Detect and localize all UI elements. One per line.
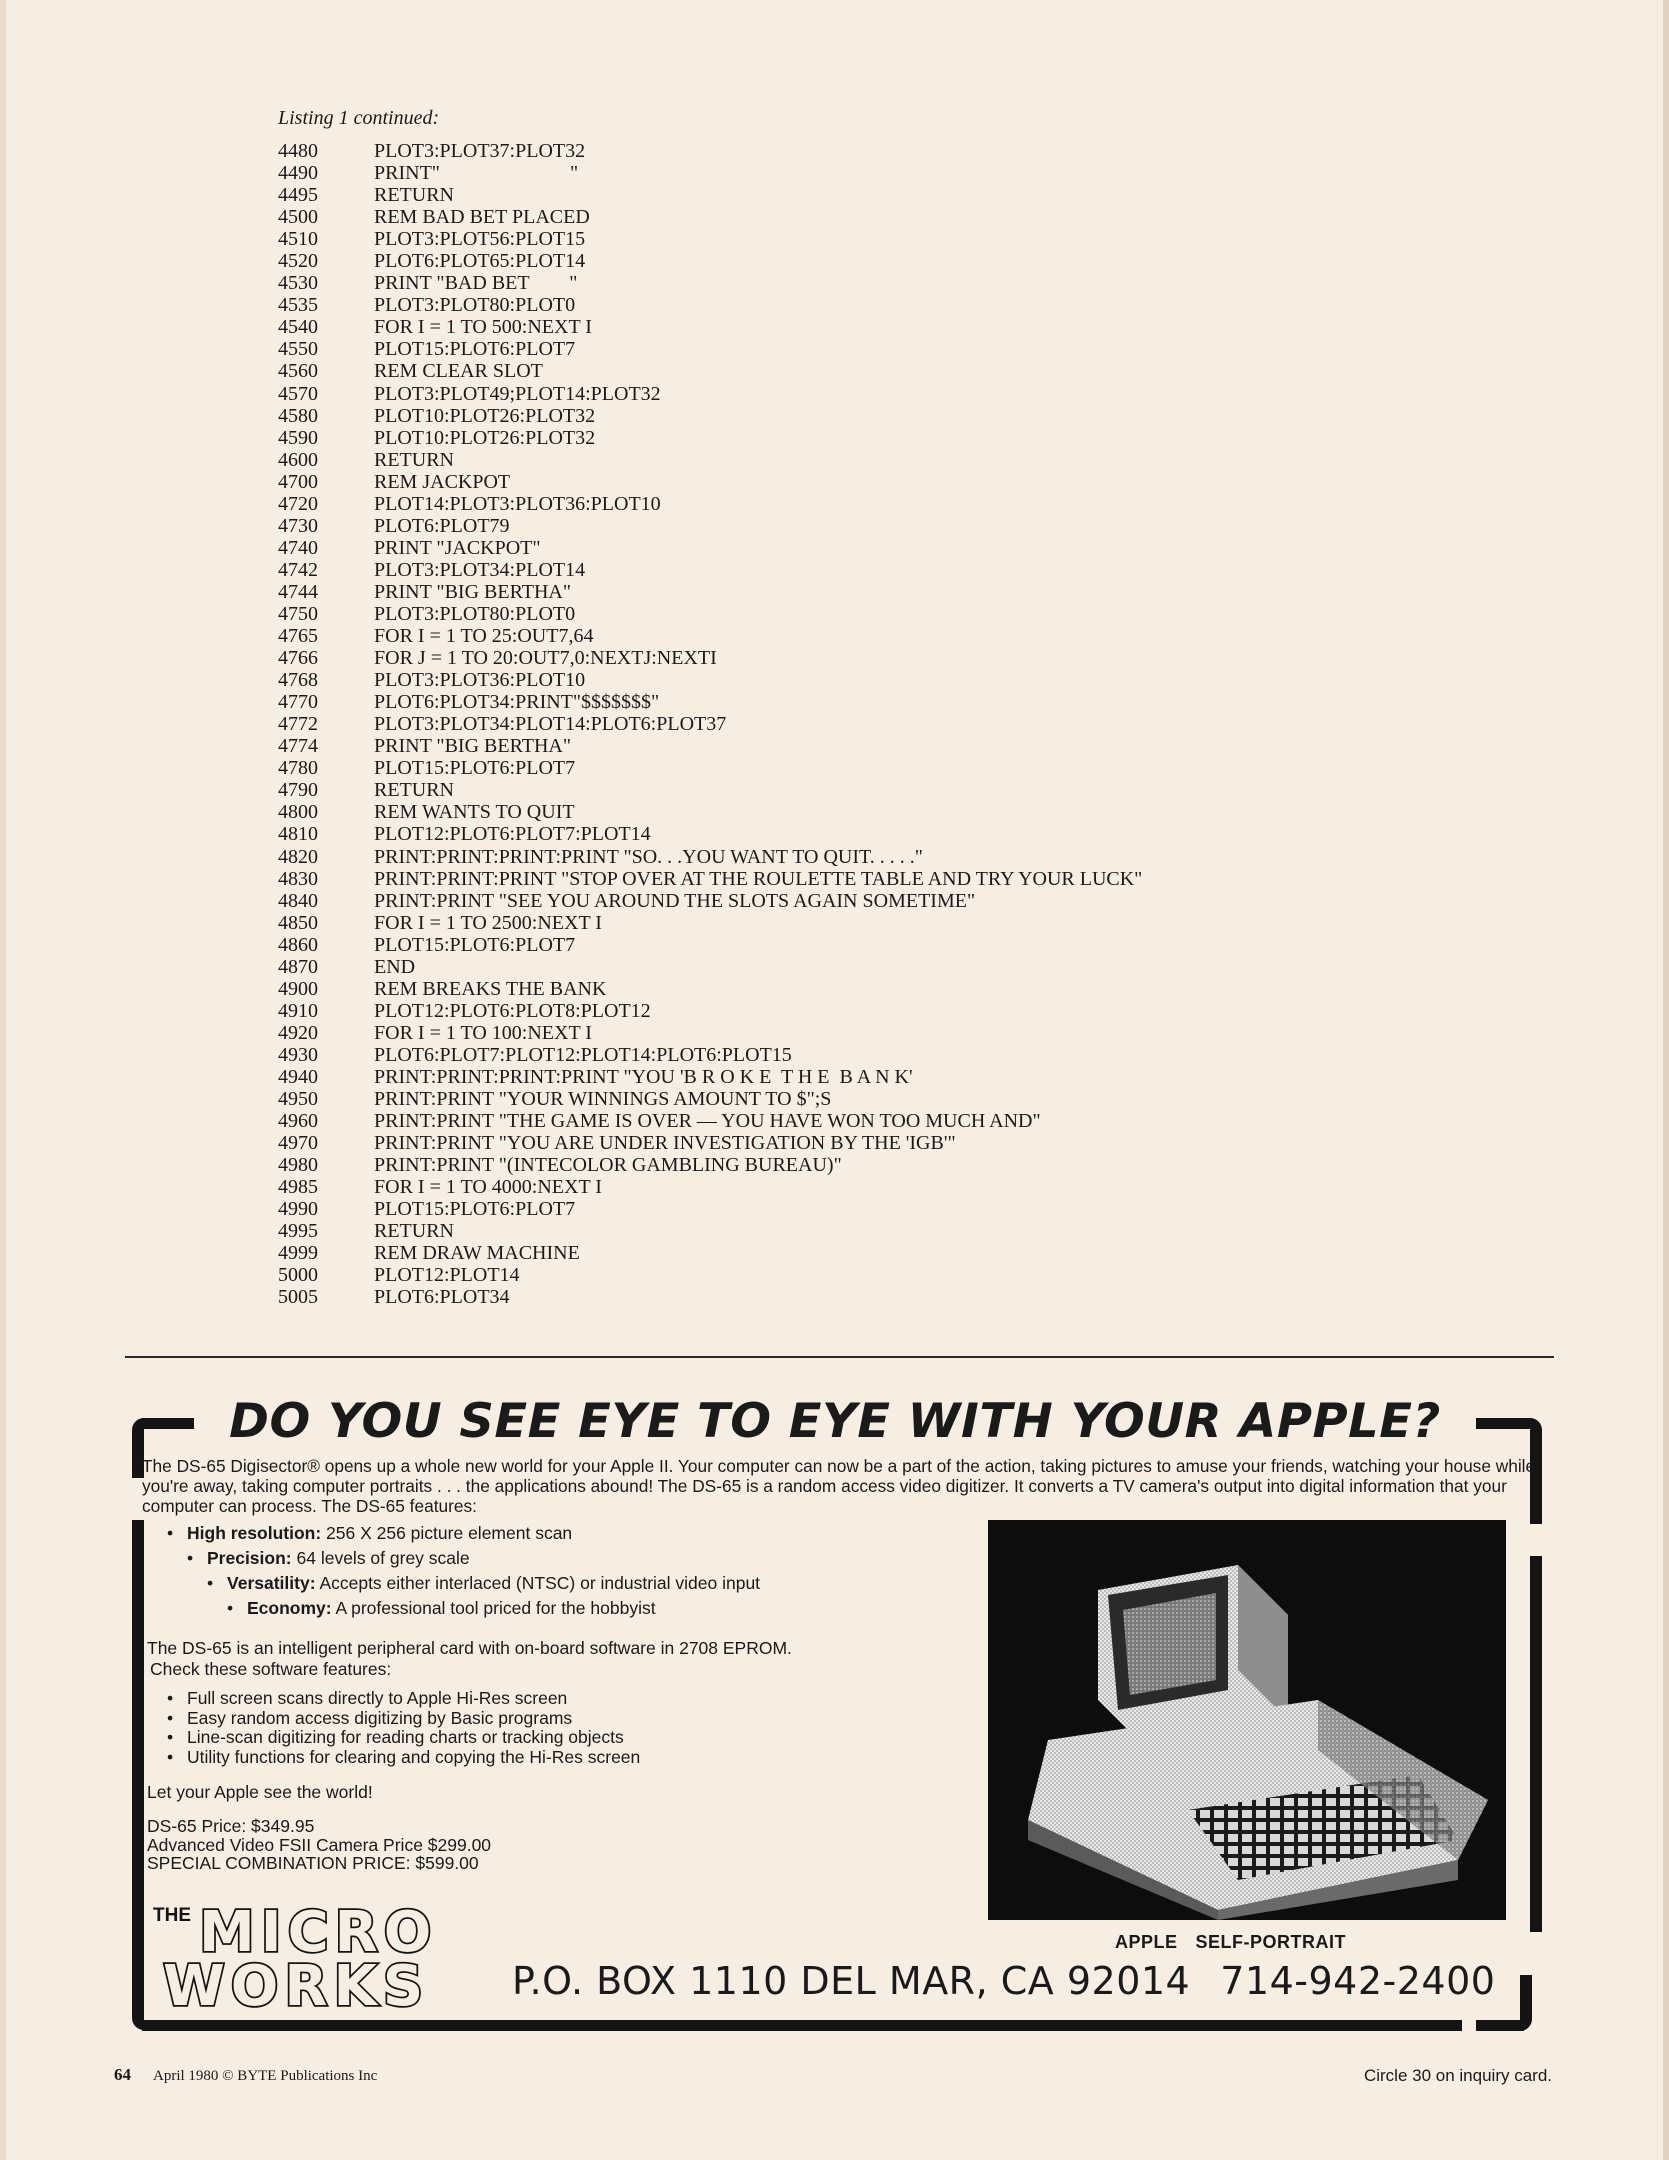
listing-line <box>278 1198 1142 1220</box>
software-feature-text: Line-scan digitizing for reading charts or tracking objects <box>187 1727 624 1747</box>
software-feature-item <box>167 1728 640 1748</box>
line-code: PLOT6:PLOT7:PLOT12:PLOT14:PLOT6:PLOT15 <box>374 1043 792 1066</box>
software-feature-item <box>167 1748 640 1768</box>
line-code: PLOT6:PLOT34:PRINT"$$$$$$$" <box>374 691 660 714</box>
software-feature-text: Easy random access digitizing by Basic programs <box>187 1707 573 1728</box>
bullet: • <box>167 1523 174 1543</box>
listing-line <box>278 537 1142 559</box>
line-number: 4820 <box>278 845 318 868</box>
line-code: PRINT:PRINT "YOU ARE UNDER INVESTIGATION BY THE 'IGB'" <box>374 1132 956 1155</box>
feature-item <box>227 1598 656 1619</box>
bracket-bottom-right-horizontal <box>1476 2020 1524 2031</box>
line-number: 4772 <box>278 713 318 736</box>
logo-line2: WORKS <box>163 1954 430 2011</box>
bullet: • <box>167 1727 174 1747</box>
line-number: 4970 <box>278 1132 318 1155</box>
line-code: REM BAD BET PLACED <box>374 206 590 229</box>
bullet: • <box>187 1548 194 1568</box>
line-code: REM CLEAR SLOT <box>374 360 543 383</box>
listing-line <box>278 1022 1142 1044</box>
line-number: 4540 <box>278 316 318 339</box>
line-number: 4490 <box>278 162 318 185</box>
line-number: 4744 <box>278 580 318 603</box>
line-number: 4920 <box>278 1021 318 1044</box>
line-number: 4800 <box>278 801 318 824</box>
apple-self-portrait-image <box>988 1520 1506 1920</box>
listing-line <box>278 956 1142 978</box>
line-number: 4910 <box>278 999 318 1022</box>
logo-line1: MICRO <box>199 1900 438 1965</box>
bullet: • <box>167 1746 174 1767</box>
line-code: FOR I = 1 TO 25:OUT7,64 <box>374 625 594 648</box>
bottom-rule <box>142 2020 1462 2031</box>
listing-line <box>278 823 1142 845</box>
line-number: 4500 <box>278 206 318 229</box>
feature-term: Precision: <box>207 1548 292 1568</box>
line-code: PLOT12:PLOT6:PLOT7:PLOT14 <box>374 823 651 846</box>
price-line: DS-65 Price: $349.95 <box>147 1816 315 1836</box>
listing-line <box>278 1176 1142 1198</box>
listing-line <box>278 647 1142 669</box>
feature-desc: A professional tool priced for the hobbyist <box>335 1598 656 1618</box>
software-feature-list <box>167 1689 640 1767</box>
feature-desc: Accepts either interlaced (NTSC) or industrial video input <box>319 1573 761 1593</box>
line-code: PLOT3:PLOT49;PLOT14:PLOT32 <box>374 382 661 405</box>
line-code: PLOT15:PLOT6:PLOT7 <box>374 1198 576 1221</box>
bracket-top-left-horizontal <box>142 1418 194 1429</box>
listing-line <box>278 890 1142 912</box>
listing-line <box>278 801 1142 823</box>
feature-item <box>167 1523 572 1544</box>
listing-line <box>278 934 1142 956</box>
feature-desc: 256 X 256 picture element scan <box>326 1523 573 1543</box>
line-number: 4560 <box>278 360 318 383</box>
line-number: 4535 <box>278 294 318 317</box>
listing-line <box>278 581 1142 603</box>
bullet: • <box>167 1707 174 1728</box>
listing-lines <box>278 140 1142 1308</box>
listing-line <box>278 383 1142 405</box>
line-number: 4995 <box>278 1220 318 1243</box>
line-number: 4850 <box>278 911 318 934</box>
issue-credit: April 1980 © BYTE Publications Inc <box>153 2068 378 2084</box>
line-code: PLOT10:PLOT26:PLOT32 <box>374 404 596 427</box>
price-line: SPECIAL COMBINATION PRICE: $599.00 <box>147 1853 479 1873</box>
line-number: 4600 <box>278 448 318 471</box>
line-number: 4860 <box>278 933 318 956</box>
line-code: PLOT3:PLOT80:PLOT0 <box>374 602 576 625</box>
feature-term: High resolution: <box>187 1523 322 1543</box>
line-number: 4950 <box>278 1088 318 1111</box>
line-number: 4999 <box>278 1242 318 1265</box>
line-code: PRINT:PRINT "(INTECOLOR GAMBLING BUREAU)" <box>374 1154 842 1177</box>
line-number: 4510 <box>278 228 318 251</box>
line-code: PLOT6:PLOT79 <box>374 514 510 537</box>
address-line <box>512 1956 1512 2006</box>
listing-line <box>278 1286 1142 1308</box>
listing-line <box>278 735 1142 757</box>
line-code: PLOT10:PLOT26:PLOT32 <box>374 426 596 449</box>
listing-line <box>278 1220 1142 1242</box>
line-number: 4730 <box>278 514 318 537</box>
line-code: RETURN <box>374 448 454 471</box>
line-code: PLOT3:PLOT56:PLOT15 <box>374 228 586 251</box>
line-number: 4480 <box>278 140 318 162</box>
line-number: 4580 <box>278 404 318 427</box>
line-number: 4765 <box>278 625 318 648</box>
listing-line <box>278 1132 1142 1154</box>
listing-line <box>278 405 1142 427</box>
line-number: 4770 <box>278 691 318 714</box>
line-number: 4520 <box>278 250 318 273</box>
listing-line <box>278 1264 1142 1286</box>
listing-line <box>278 471 1142 493</box>
phone-number: 714-942-2400 <box>1220 1959 1496 2003</box>
line-code: PRINT "BAD BET " <box>374 272 578 295</box>
line-number: 4870 <box>278 955 318 978</box>
line-number: 4720 <box>278 492 318 515</box>
listing-line <box>278 846 1142 868</box>
line-number: 4768 <box>278 669 318 692</box>
line-code: END <box>374 955 416 978</box>
photo-caption-word: APPLE <box>1115 1932 1178 1952</box>
listing-line <box>278 162 1142 184</box>
software-intro <box>147 1638 967 1680</box>
line-code: REM JACKPOT <box>374 470 511 493</box>
line-number: 4742 <box>278 558 318 581</box>
line-code: PRINT" " <box>374 162 579 185</box>
listing-line <box>278 493 1142 515</box>
line-code: PLOT3:PLOT34:PLOT14 <box>374 558 586 581</box>
line-number: 4740 <box>278 536 318 559</box>
line-number: 4810 <box>278 823 318 846</box>
feature-item <box>187 1548 470 1569</box>
listing-line <box>278 1154 1142 1176</box>
bracket-top-right-horizontal <box>1476 1418 1532 1429</box>
postal-address: P.O. BOX 1110 DEL MAR, CA 92014 <box>512 1959 1191 2003</box>
line-number: 4700 <box>278 470 318 493</box>
listing-line <box>278 228 1142 250</box>
listing-line <box>278 427 1142 449</box>
line-number: 4766 <box>278 647 318 670</box>
software-feature-item <box>167 1689 640 1709</box>
bullet: • <box>167 1688 174 1708</box>
listing-line <box>278 1044 1142 1066</box>
line-code: PLOT3:PLOT37:PLOT32 <box>374 140 586 162</box>
listing-line <box>278 669 1142 691</box>
logo-prefix: THE <box>153 1905 191 1926</box>
line-code: RETURN <box>374 1220 454 1243</box>
line-code: PLOT3:PLOT34:PLOT14:PLOT6:PLOT37 <box>374 713 727 736</box>
inquiry-note: Circle 30 on inquiry card. <box>1363 2066 1552 2085</box>
line-code: PRINT:PRINT:PRINT:PRINT "SO. . .YOU WANT TO QUIT. . . . ." <box>374 845 923 868</box>
line-number: 4840 <box>278 889 318 912</box>
line-code: FOR I = 1 TO 2500:NEXT I <box>374 911 602 934</box>
right-rule <box>1530 1556 1542 1932</box>
listing-line <box>278 515 1142 537</box>
listing-line <box>278 338 1142 360</box>
line-code: PRINT "JACKPOT" <box>374 536 541 559</box>
listing-line <box>278 625 1142 647</box>
micro-works-logo-mark <box>147 1893 467 2011</box>
listing-caption: Listing 1 continued: <box>278 107 440 129</box>
line-code: FOR I = 1 TO 100:NEXT I <box>374 1021 592 1044</box>
line-code: PLOT15:PLOT6:PLOT7 <box>374 338 576 361</box>
listing-line <box>278 206 1142 228</box>
line-code: FOR I = 1 TO 4000:NEXT I <box>374 1176 602 1199</box>
line-code: FOR J = 1 TO 20:OUT7,0:NEXTJ:NEXTI <box>374 647 717 670</box>
section-divider <box>125 1356 1554 1358</box>
price-line: Advanced Video FSII Camera Price $299.00 <box>147 1834 492 1855</box>
line-code: PRINT "BIG BERTHA" <box>374 580 571 603</box>
software-intro-line: Check these software features: <box>150 1659 392 1679</box>
line-code: RETURN <box>374 779 454 802</box>
bullet: • <box>227 1598 234 1618</box>
line-code: PLOT3:PLOT36:PLOT10 <box>374 669 586 692</box>
listing-line <box>278 316 1142 338</box>
listing-line <box>278 250 1142 272</box>
bracket-bottom-right-vertical <box>1520 1975 1532 2031</box>
apple-computer-illustration <box>988 1520 1506 1920</box>
line-number: 4930 <box>278 1043 318 1066</box>
line-number: 4780 <box>278 757 318 780</box>
ad-intro: The DS-65 Digisector® opens up a whole new world for your Apple II. Your computer can now be a part of the action, taking pictures to amuse your friends, watching your house while you're away, taking computer portraits . . . the applications abound! The DS-65 is a random access video digitizer. It converts a TV camera's output into digital information that your computer can process. The DS-65 features: <box>142 1456 1536 1516</box>
listing-line <box>278 1110 1142 1132</box>
listing-line <box>278 184 1142 206</box>
line-code: PLOT6:PLOT65:PLOT14 <box>374 250 586 273</box>
line-number: 4590 <box>278 426 318 449</box>
line-code: FOR I = 1 TO 500:NEXT I <box>374 316 592 339</box>
micro-works-logo <box>147 1893 467 2016</box>
line-code: PLOT6:PLOT34 <box>374 1286 510 1309</box>
software-feature-item <box>167 1709 640 1729</box>
line-number: 4830 <box>278 867 318 890</box>
line-number: 5005 <box>278 1286 318 1309</box>
photo-caption-word: SELF-PORTRAIT <box>1195 1932 1347 1952</box>
feature-desc: 64 levels of grey scale <box>296 1548 470 1568</box>
line-number: 4980 <box>278 1154 318 1177</box>
photo-caption <box>1115 1932 1346 1953</box>
listing-line <box>278 559 1142 581</box>
line-number: 4570 <box>278 382 318 405</box>
line-code: RETURN <box>374 184 454 207</box>
software-feature-text: Full screen scans directly to Apple Hi-Res screen <box>187 1688 568 1708</box>
line-number: 4790 <box>278 779 318 802</box>
feature-term: Versatility: <box>227 1573 316 1593</box>
page-footer-left <box>114 2065 377 2085</box>
line-number: 4750 <box>278 602 318 625</box>
line-code: REM WANTS TO QUIT <box>374 801 575 824</box>
line-code: PRINT:PRINT "THE GAME IS OVER — YOU HAVE WON TOO MUCH AND" <box>374 1110 1041 1133</box>
line-code: PRINT:PRINT "YOUR WINNINGS AMOUNT TO $";S <box>374 1088 832 1111</box>
ad-headline: DO YOU SEE EYE TO EYE WITH YOUR APPLE? <box>229 1394 1441 1449</box>
line-number: 4495 <box>278 184 318 207</box>
listing-line <box>278 272 1142 294</box>
line-code: PLOT15:PLOT6:PLOT7 <box>374 933 576 956</box>
listing-line <box>278 713 1142 735</box>
line-code: PRINT:PRINT:PRINT:PRINT "YOU 'B R O K E T H E B A N K' <box>374 1065 913 1088</box>
listing-line <box>278 1088 1142 1110</box>
line-number: 4985 <box>278 1176 318 1199</box>
line-number: 4960 <box>278 1110 318 1133</box>
listing-line <box>278 868 1142 890</box>
software-intro-line: The DS-65 is an intelligent peripheral card with on-board software in 2708 EPROM. <box>147 1638 792 1658</box>
line-number: 4990 <box>278 1198 318 1221</box>
listing-line <box>278 779 1142 801</box>
feature-item <box>207 1573 760 1594</box>
listing-line <box>278 140 1142 162</box>
listing-line <box>278 978 1142 1000</box>
listing-line <box>278 360 1142 382</box>
bullet: • <box>207 1573 214 1593</box>
line-number: 4900 <box>278 977 318 1000</box>
line-number: 4774 <box>278 735 318 758</box>
line-number: 4530 <box>278 272 318 295</box>
line-code: PLOT12:PLOT14 <box>374 1264 520 1287</box>
line-code: REM BREAKS THE BANK <box>374 977 607 1000</box>
left-rule <box>132 1520 144 2000</box>
line-code: PLOT15:PLOT6:PLOT7 <box>374 757 576 780</box>
listing-line <box>278 1000 1142 1022</box>
line-code: PRINT:PRINT:PRINT "STOP OVER AT THE ROULETTE TABLE AND TRY YOUR LUCK" <box>374 867 1143 890</box>
listing-line <box>278 1242 1142 1264</box>
price-list <box>147 1817 491 1873</box>
listing-line <box>278 603 1142 625</box>
listing-line <box>278 1066 1142 1088</box>
line-code: PLOT14:PLOT3:PLOT36:PLOT10 <box>374 492 661 515</box>
line-number: 5000 <box>278 1264 318 1287</box>
page-number: 64 <box>114 2065 131 2084</box>
line-code: PLOT3:PLOT80:PLOT0 <box>374 294 576 317</box>
line-code: PRINT:PRINT "SEE YOU AROUND THE SLOTS AGAIN SOMETIME" <box>374 889 976 912</box>
line-number: 4550 <box>278 338 318 361</box>
line-number: 4940 <box>278 1065 318 1088</box>
listing-line <box>278 294 1142 316</box>
feature-term: Economy: <box>247 1598 332 1618</box>
listing-line <box>278 691 1142 713</box>
line-code: REM DRAW MACHINE <box>374 1242 580 1265</box>
listing-line <box>278 449 1142 471</box>
line-code: PRINT "BIG BERTHA" <box>374 735 571 758</box>
listing-line <box>278 912 1142 934</box>
software-feature-text: Utility functions for clearing and copying the Hi-Res screen <box>187 1746 641 1767</box>
listing-line <box>278 757 1142 779</box>
closing-line: Let your Apple see the world! <box>147 1782 373 1802</box>
line-code: PLOT12:PLOT6:PLOT8:PLOT12 <box>374 999 651 1022</box>
